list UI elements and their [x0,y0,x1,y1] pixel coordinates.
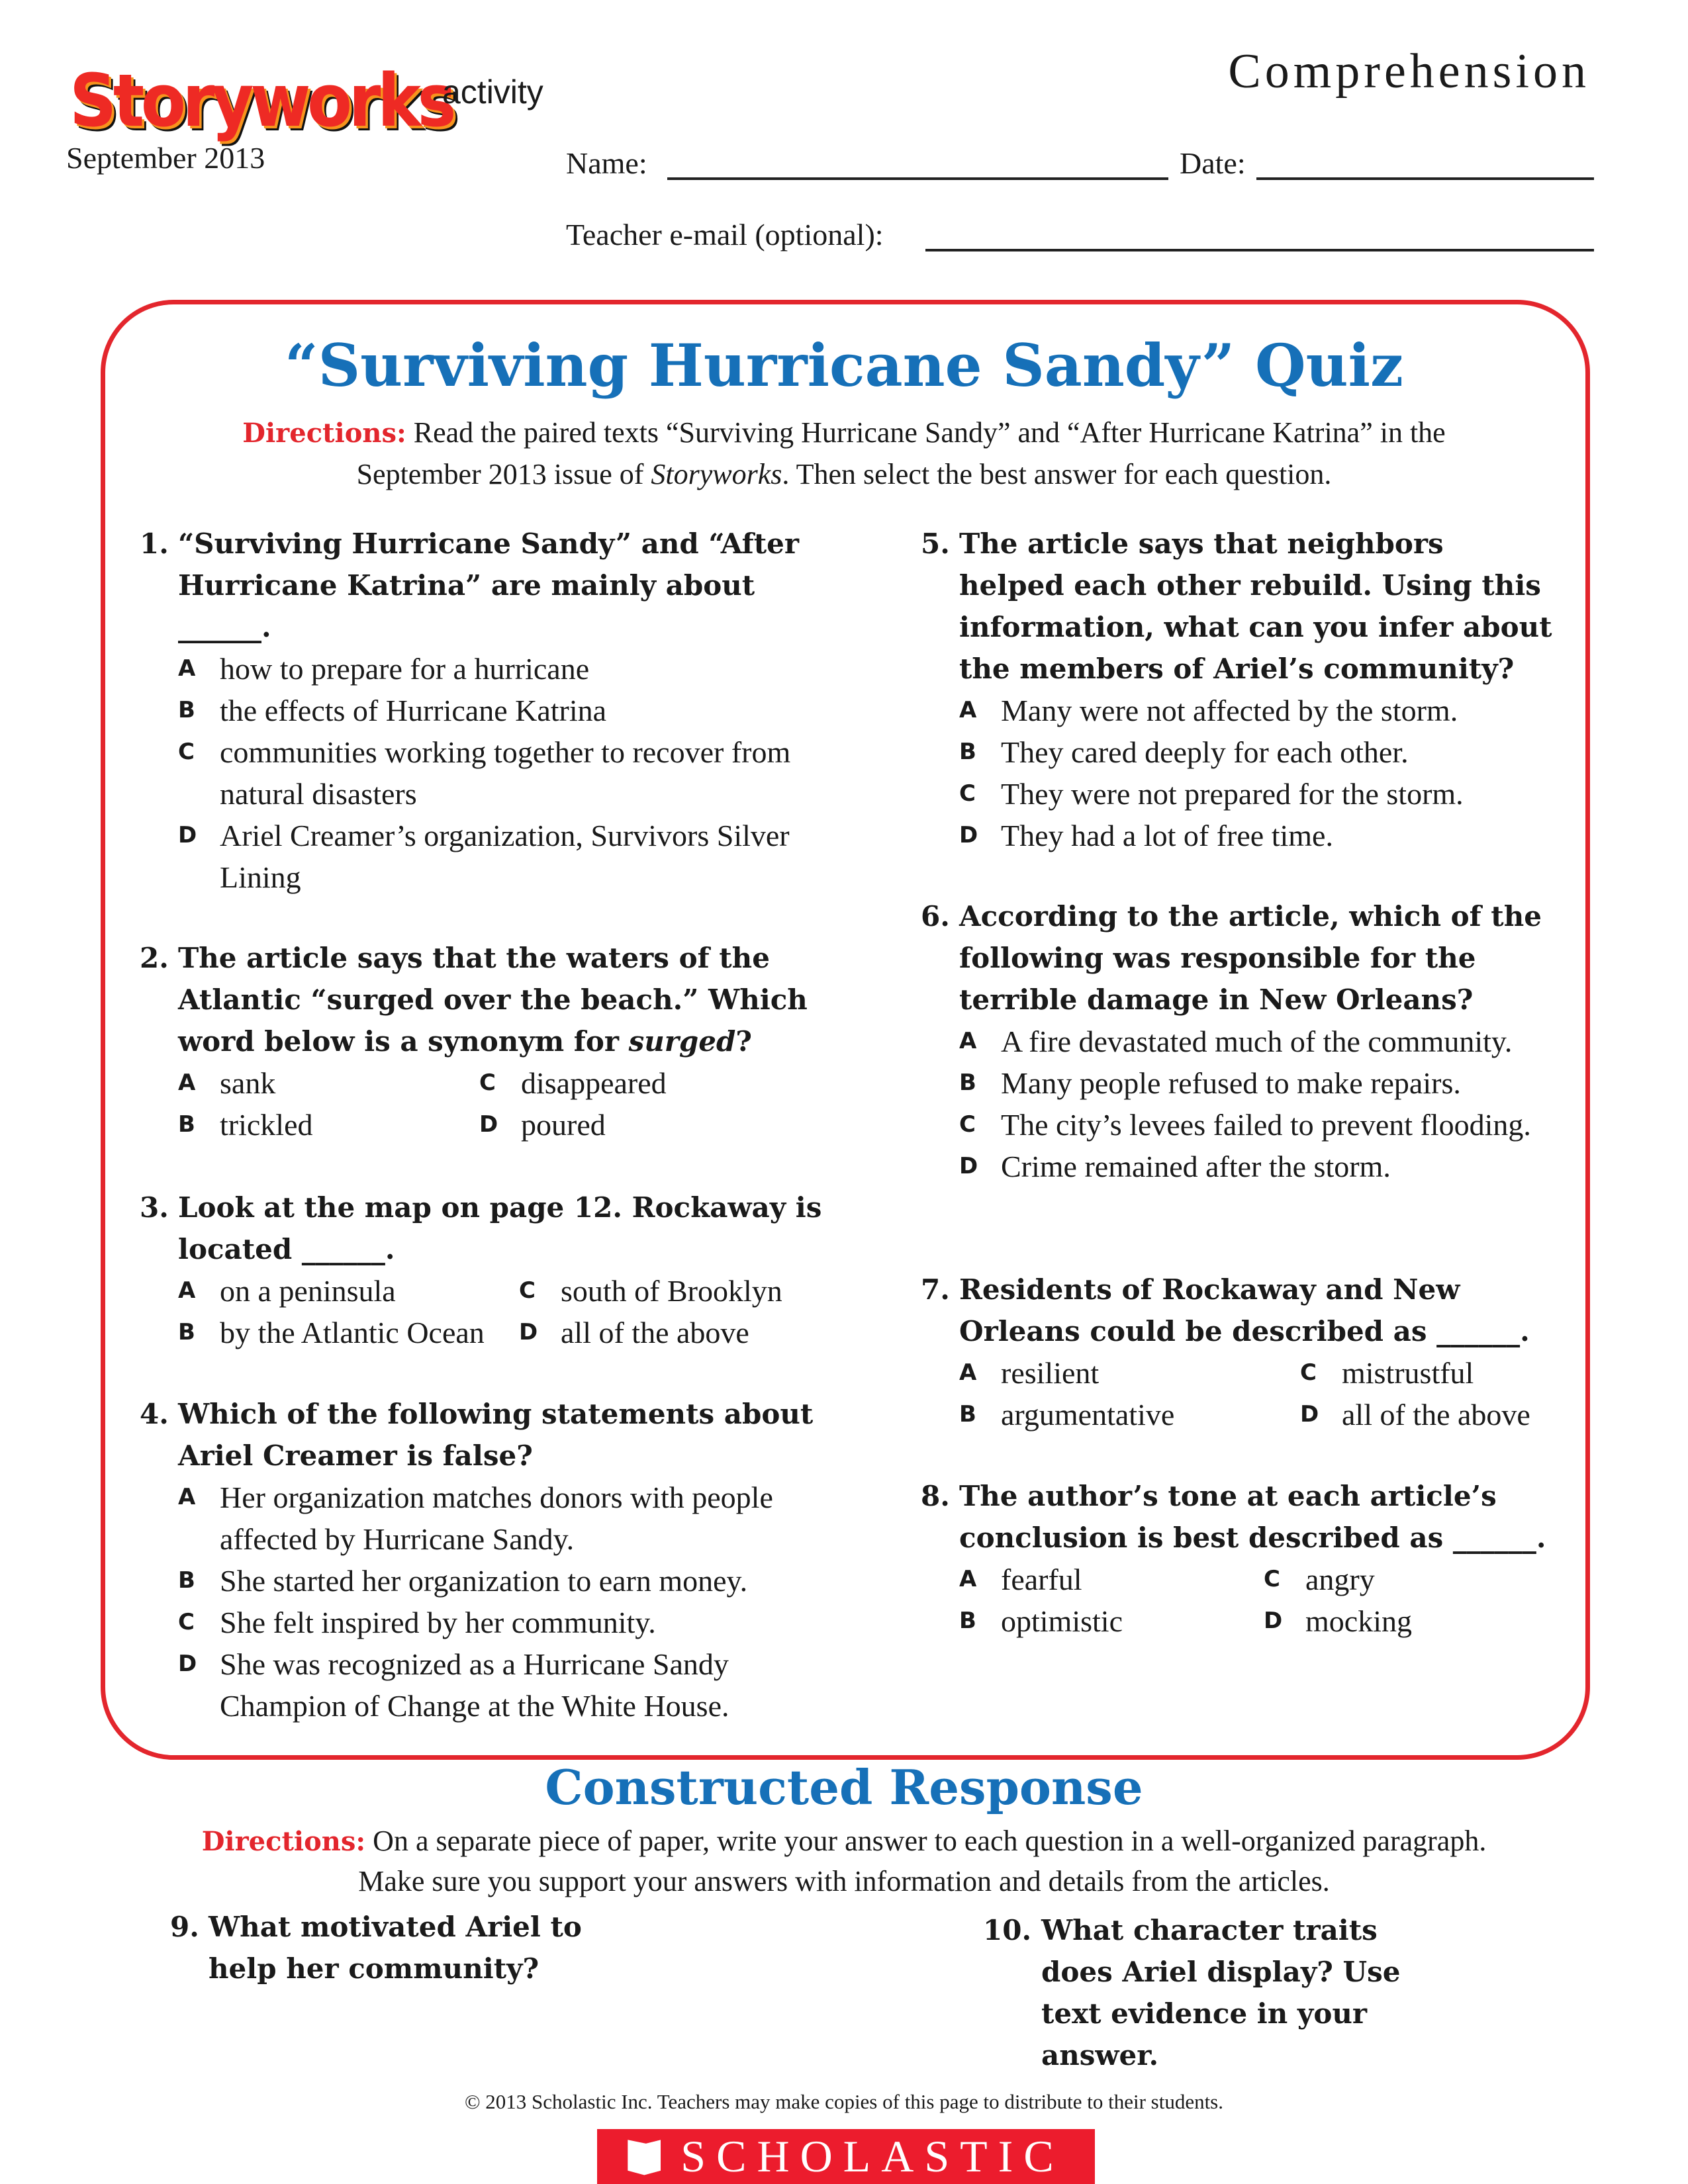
option-text: Ariel Creamer’s organization, Survivors Silver Lining [220,819,790,894]
issue-date: September 2013 [66,141,265,175]
question-2 [140,937,841,1146]
option-letter: D [1264,1608,1283,1634]
option-letter: B [178,1319,195,1345]
cr-directions [0,1820,1688,1862]
option-text: They were not prepared for the storm. [1001,777,1464,811]
question-text: What character traits does Ariel display? Use text evidence in your answer. [1041,1914,1401,2071]
question-text: The author’s tone at each article’s conclusion is best described as ______. [959,1480,1546,1554]
option-text: resilient [1001,1356,1100,1390]
constructed-response-title: Constructed Response [545,1759,1143,1815]
name-label: Name: [566,146,647,180]
answer-option-c[interactable] [519,1270,841,1312]
question-5 [921,523,1556,856]
answer-option-a[interactable] [140,1477,841,1560]
option-text: all of the above [1342,1398,1530,1432]
copyright: © 2013 Scholastic Inc. Teachers may make copies of this page to distribute to their students. [464,2090,1224,2113]
magazine-name: Storyworks [651,458,782,490]
option-letter: C [178,1609,195,1635]
option-letter: B [178,697,195,723]
directions-label: Directions: [201,1826,366,1857]
option-text: optimistic [1001,1604,1123,1638]
option-text: disappeared [521,1066,667,1100]
question-8 [921,1475,1556,1642]
option-letter: A [959,1359,977,1386]
option-letter: D [178,1651,197,1677]
answer-option-c[interactable] [479,1062,841,1104]
answer-option-a[interactable] [921,1021,1556,1062]
option-letter: C [1300,1359,1317,1386]
question-4 [140,1393,841,1727]
question-9 [170,1906,594,1989]
question-number: 2. [140,942,169,974]
option-text: A fire devastated much of the community. [1001,1024,1513,1058]
question-6 [921,895,1556,1187]
question-text: The article says that the waters of the Atlantic “surged over the beach.” Which word below is a synonym for surged? [178,942,808,1058]
answer-option-a[interactable] [921,690,1556,731]
answer-option-c[interactable] [140,731,841,815]
directions-text: On a separate piece of paper, write your answer to each question in a well-organized paragraph. [373,1825,1487,1857]
option-letter: A [959,1566,977,1592]
option-text: the effects of Hurricane Katrina [220,694,607,727]
option-text: They cared deeply for each other. [1001,735,1409,769]
question-text: According to the article, which of the following was responsible for the terrible damage in New Orleans? [959,900,1542,1016]
cr-directions-line2: Make sure you support your answers with information and details from the articles. [358,1865,1330,1897]
option-letter: A [178,1484,196,1510]
answer-option-d[interactable] [479,1104,841,1146]
answer-option-d[interactable] [519,1312,841,1353]
option-text: She started her organization to earn money. [220,1564,748,1598]
brand-name: SCHOLASTIC [680,2131,1064,2181]
option-text: sank [220,1066,276,1100]
directions-text: Read the paired texts “Surviving Hurricane Sandy” and “After Hurricane Katrina” in the [413,416,1446,449]
answer-option-b[interactable] [140,1560,841,1602]
option-letter: B [178,1111,195,1138]
answer-option-b[interactable] [921,731,1556,773]
question-text: Residents of Rockaway and New Orleans could be described as ______. [959,1273,1530,1347]
answer-option-d[interactable] [1264,1600,1556,1642]
option-letter: C [959,780,976,807]
question-number: 9. [170,1911,199,1943]
option-text: mistrustful [1342,1356,1474,1390]
question-text: “Surviving Hurricane Sandy” and “After Hurricane Katrina” are mainly about ______. [178,527,799,643]
answer-option-b[interactable] [140,690,841,731]
section-title: Comprehension [1228,44,1590,99]
option-text: poured [521,1108,606,1142]
book-icon [628,2138,661,2175]
question-number: 1. [140,527,169,560]
answer-option-a[interactable] [959,1559,1264,1600]
question-text: The article says that neighbors helped each other rebuild. Using this information, what can you infer about the members of Ariel’s community? [959,527,1552,685]
question-number: 4. [140,1398,169,1430]
answer-option-b[interactable] [178,1104,479,1146]
answer-option-d[interactable] [1300,1394,1556,1435]
answer-option-d[interactable] [921,1146,1556,1187]
option-text: angry [1305,1563,1375,1596]
option-text: mocking [1305,1604,1412,1638]
answer-option-c[interactable] [921,773,1556,815]
question-3 [140,1187,841,1353]
option-letter: D [479,1111,498,1138]
answer-option-c[interactable] [140,1602,841,1643]
option-text: trickled [220,1108,313,1142]
option-letter: A [959,1028,977,1054]
option-text: communities working together to recover from natural disasters [220,735,791,811]
quiz-title: “Surviving Hurricane Sandy” Quiz [284,331,1403,400]
answer-option-d[interactable] [140,1643,841,1727]
option-text: how to prepare for a hurricane [220,652,590,686]
option-letter: D [1300,1401,1319,1428]
option-letter: C [1264,1566,1280,1592]
option-text: Crime remained after the storm. [1001,1150,1391,1183]
answer-option-b[interactable] [959,1600,1264,1642]
answer-option-a[interactable] [178,1062,479,1104]
directions-text: September 2013 issue of [356,458,651,490]
question-1 [140,523,841,898]
question-number: 5. [921,527,950,560]
option-text: Her organization matches donors with people affected by Hurricane Sandy. [220,1480,773,1556]
question-number: 6. [921,900,950,933]
answer-option-a[interactable] [178,1270,519,1312]
option-text: The city’s levees failed to prevent flooding. [1001,1108,1531,1142]
option-text: Many were not affected by the storm. [1001,694,1458,727]
option-letter: A [959,697,977,723]
date-field[interactable] [1256,177,1594,180]
answer-option-a[interactable] [140,648,841,690]
option-letter: B [959,1069,976,1096]
option-text: They had a lot of free time. [1001,819,1333,852]
question-text: Look at the map on page 12. Rockaway is located ______. [178,1191,822,1265]
date-label: Date: [1180,146,1246,180]
answer-option-c[interactable] [1264,1559,1556,1600]
logo-suffix: activity [442,73,543,111]
option-letter: B [178,1567,195,1594]
option-letter: C [519,1277,536,1304]
answer-option-c[interactable] [921,1104,1556,1146]
option-letter: D [959,1153,978,1179]
answer-option-b[interactable] [178,1312,519,1353]
option-letter: D [178,822,197,848]
email-field[interactable] [925,249,1594,251]
option-text: on a peninsula [220,1274,396,1308]
option-text: fearful [1001,1563,1082,1596]
quiz-directions-line2 [99,453,1589,495]
option-letter: D [519,1319,538,1345]
option-text: by the Atlantic Ocean [220,1316,485,1349]
question-10 [983,1909,1446,2076]
answer-option-d[interactable] [921,815,1556,856]
question-number: 10. [983,1914,1032,1946]
question-text: What motivated Ariel to help her community? [209,1911,582,1985]
option-text: She was recognized as a Hurricane Sandy Champion of Change at the White House. [220,1647,729,1723]
option-text: She felt inspired by her community. [220,1606,656,1639]
option-text: all of the above [561,1316,749,1349]
option-text: argumentative [1001,1398,1175,1432]
question-text: Which of the following statements about Ariel Creamer is false? [178,1398,814,1472]
question-number: 7. [921,1273,950,1306]
option-text: Many people refused to make repairs. [1001,1066,1461,1100]
answer-option-a[interactable] [959,1352,1300,1394]
answer-option-b[interactable] [959,1394,1300,1435]
option-letter: A [178,1069,196,1096]
option-letter: B [959,739,976,765]
option-letter: B [959,1401,976,1428]
question-7 [921,1269,1556,1435]
answer-option-b[interactable] [921,1062,1556,1104]
option-letter: C [479,1069,496,1096]
option-letter: A [178,1277,196,1304]
directions-label: Directions: [242,418,406,449]
storyworks-logo: Storyworks [70,58,453,143]
option-letter: B [959,1608,976,1634]
option-letter: C [178,739,195,765]
email-label: Teacher e-mail (optional): [566,218,884,251]
directions-text: . Then select the best answer for each question. [782,458,1332,490]
name-field[interactable] [667,177,1168,180]
option-letter: C [959,1111,976,1138]
option-letter: D [959,822,978,848]
scholastic-logo [597,2129,1095,2184]
question-number: 8. [921,1480,950,1512]
option-letter: A [178,655,196,682]
answer-option-c[interactable] [1300,1352,1556,1394]
answer-option-d[interactable] [140,815,841,898]
quiz-directions [99,412,1589,454]
option-text: south of Brooklyn [561,1274,782,1308]
question-number: 3. [140,1191,169,1224]
